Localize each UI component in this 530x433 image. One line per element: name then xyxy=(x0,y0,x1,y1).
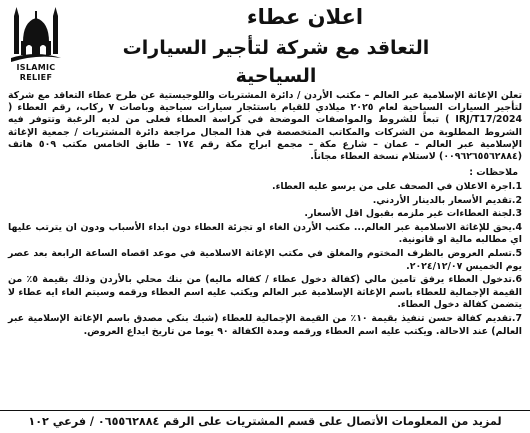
note-number: 7. xyxy=(511,312,522,324)
list-item xyxy=(8,208,522,221)
note-number: 2. xyxy=(511,194,522,206)
list-item xyxy=(8,274,522,312)
note-number: 5. xyxy=(511,247,522,259)
list-item xyxy=(8,181,522,194)
list-item xyxy=(8,313,522,338)
note-text: تقديم كفالة حسن تنفيذ بقيمة ١٠٪ من القيمة الإجمالية للعطاء (شيك بنكي مصدق باسم الإغاثة الإسلامية عبر العالم) عند الاحالة. ويكتب عليه اسم العطاء ورقمه ومدة الكفالة ٩٠ يوما من تاريخ ايداع العروض. xyxy=(8,312,522,337)
note-text: تسلم العروض بالظرف المختوم والمغلق في مكتب الإغاثة الاسلامية في موعد اقصاه الساعة الرابعة بعد عصر يوم الخميس ٢٠٢٤/١٢/٠٧. xyxy=(8,247,522,272)
announcement-title: اعلان عطاء xyxy=(246,5,364,29)
announcement-intro: تعلن الإغاثة الإسلامية عبر العالم – مكتب الأردن / دائرة المشتريات واللوجيستية عن طرح عطاء التعاقد مع شركة لتأجير السيارات السياحية لعام ٢٠٢٥ ميلادي للقيام باستئجار سيارات سياحية وباصات ٧ ركاب، رقم العطاء ( IRJ/T17/2024 ) تبعاً للشروط والمواصفات الموضحة في كراسة العطاء فعلى من لديه الرغبة وتتوفر فيه الشروط المطلوبة من الشركات والمكاتب المتخصصة في هذا المجال مراجعة دائرة المشتريات / جمعية الإغاثة الإسلامية عبر العالم – عمان – شارع مكة – مجمع ابراج مكة رقم ١٧٤ – طابق الخامس مكتب ٥٠٩ هاتف (٠٠٩٦٢٦٥٥٦٢٨٨٤) لاستلام نسخة العطاء مجاناً. xyxy=(8,90,522,163)
note-number: 6. xyxy=(511,274,523,286)
note-text: لجنة العطاءات غير ملزمه بقبول اقل الأسعار. xyxy=(304,208,512,220)
note-text: اجرة الاعلان في الصحف على من يرسو عليه العطاء. xyxy=(272,181,512,192)
note-number: 4. xyxy=(511,221,522,233)
notes-title: ملاحظات : xyxy=(469,167,518,178)
note-number: 3. xyxy=(511,208,522,220)
note-number: 1. xyxy=(511,181,522,192)
contact-footer: لمزيد من المعلومات الأتصال على قسم المشتريات على الرقم ٠٦٥٥٦٢٨٨٤ / فرعي ١٠٢ xyxy=(0,410,530,433)
announcement-header xyxy=(0,0,530,88)
svg-text:ISLAMIC: ISLAMIC xyxy=(16,63,56,72)
note-text: يحق للإغاثة الاسلامية عبر العالم... مكتب الأردن الغاء او تجزئة العطاء دون ابداء الأسباب ودون ان يترتب عليها اي مطالبه مالية او قانونية. xyxy=(8,221,522,246)
list-item xyxy=(8,222,522,247)
islamic-relief-logo xyxy=(8,6,64,84)
list-item xyxy=(8,195,522,208)
list-item xyxy=(8,248,522,273)
svg-text:RELIEF: RELIEF xyxy=(19,73,53,82)
notes-list xyxy=(8,181,522,339)
announcement-subtitle: التعاقد مع شركة لتأجير السيارات السياحية xyxy=(122,37,430,87)
note-text: تقديم الأسعار بالدينار الأردني. xyxy=(372,194,512,206)
note-text: تدخول العطاء يرفق تامين مالي (كفالة دخول عطاء / كفاله ماليه) من بنك محلي بالأردن وذلك بقيمة ٥٪ من القيمة الإجمالية للعطاء باسم الإغاثة الإسلامية عبر العالم ويكتب عليه اسم العطاء ورقمه وسيتم الغاء ايه عطاء لا يتضمن كفالة دخول العطاء. xyxy=(8,274,522,311)
